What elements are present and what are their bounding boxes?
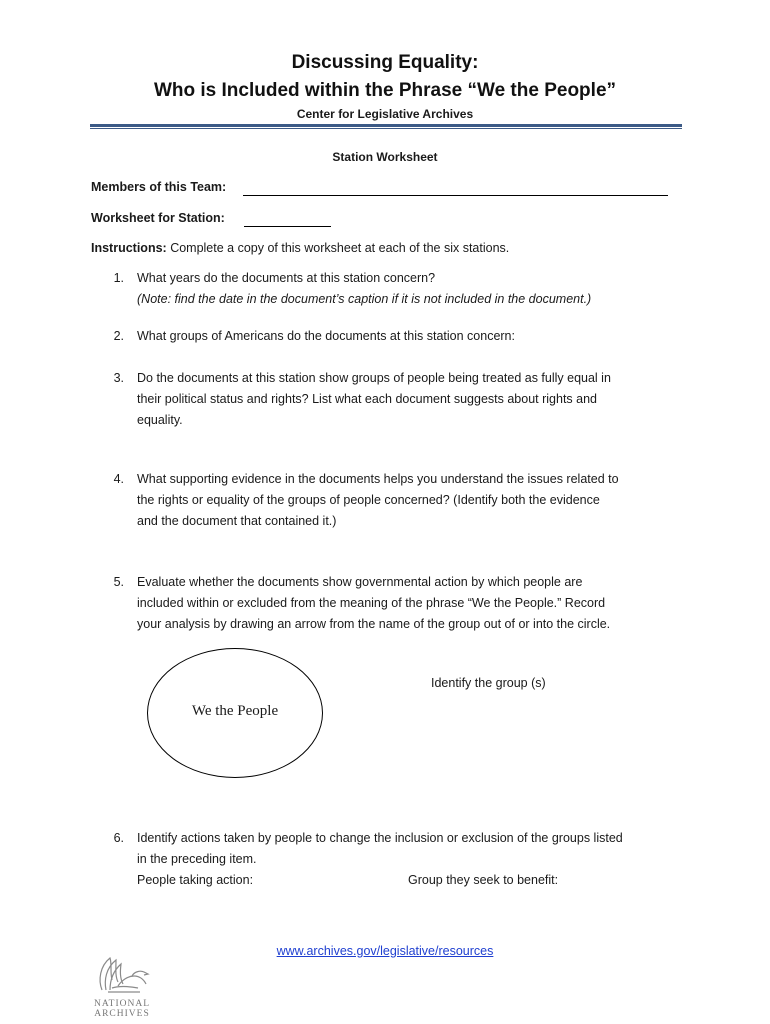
question-1-note: (Note: find the date in the document’s caption if it is not included in the document.)	[137, 292, 592, 306]
question-5-line-3: your analysis by drawing an arrow from the name of the group out of or into the circle.	[137, 617, 611, 631]
question-4-line-1: What supporting evidence in the documents helps you understand the issues related to	[137, 472, 619, 486]
question-4-line-3: and the document that contained it.)	[137, 514, 337, 528]
station-label: Worksheet for Station:	[91, 211, 225, 225]
question-3-number: 3.	[113, 371, 124, 385]
question-2-line-1: What groups of Americans do the documents at this station concern:	[137, 329, 515, 343]
question-3-line-2: their political status and rights? List what each document suggests about rights and	[137, 392, 597, 406]
instructions	[91, 238, 691, 259]
members-label: Members of this Team:	[91, 180, 227, 194]
circle-label: We the People	[191, 703, 279, 719]
identify-group-label: Identify the group (s)	[431, 676, 546, 690]
station-blank-line[interactable]	[244, 226, 331, 227]
group-benefit-label: Group they seek to benefit:	[408, 873, 559, 887]
question-6-line-1: Identify actions taken by people to change the inclusion or exclusion of the groups listed	[137, 831, 623, 845]
question-4-line-2: the rights or equality of the groups of people concerned? (Identify both the evidence	[137, 493, 600, 507]
people-taking-action-label: People taking action:	[137, 873, 254, 887]
question-5-line-1: Evaluate whether the documents show governmental action by which people are	[137, 575, 583, 589]
question-6-number: 6.	[113, 831, 124, 845]
title-line-1: Discussing Equality:	[291, 52, 479, 73]
question-1-number: 1.	[113, 271, 124, 285]
title-line-2: Who is Included within the Phrase “We the People”	[153, 80, 617, 101]
question-5-number: 5.	[113, 575, 124, 589]
eagle-icon	[88, 950, 156, 994]
instructions-label: Instructions:	[91, 241, 167, 255]
question-1-line-1: What years do the documents at this station concern?	[137, 271, 436, 285]
question-4-number: 4.	[113, 472, 124, 486]
logo-line-1: NATIONAL	[93, 999, 151, 1009]
instructions-text: Complete a copy of this worksheet at each of the six stations.	[170, 241, 510, 255]
question-3-line-3: equality.	[137, 413, 183, 427]
national-archives-logo	[88, 950, 156, 1018]
question-3-line-1: Do the documents at this station show groups of people being treated as fully equal in	[137, 371, 611, 385]
question-2-number: 2.	[113, 329, 124, 343]
question-5-line-2: included within or excluded from the meaning of the phrase “We the People.” Record	[137, 596, 606, 610]
header-rule-thin	[90, 128, 682, 129]
logo-line-2: ARCHIVES	[94, 1009, 150, 1019]
members-blank-line[interactable]	[243, 195, 668, 196]
resources-link[interactable]: www.archives.gov/legislative/resources	[276, 944, 494, 958]
header-rule-thick	[90, 124, 682, 127]
subtitle: Center for Legislative Archives	[296, 107, 474, 121]
question-6-line-2: in the preceding item.	[137, 852, 257, 866]
worksheet-heading: Station Worksheet	[332, 150, 438, 164]
